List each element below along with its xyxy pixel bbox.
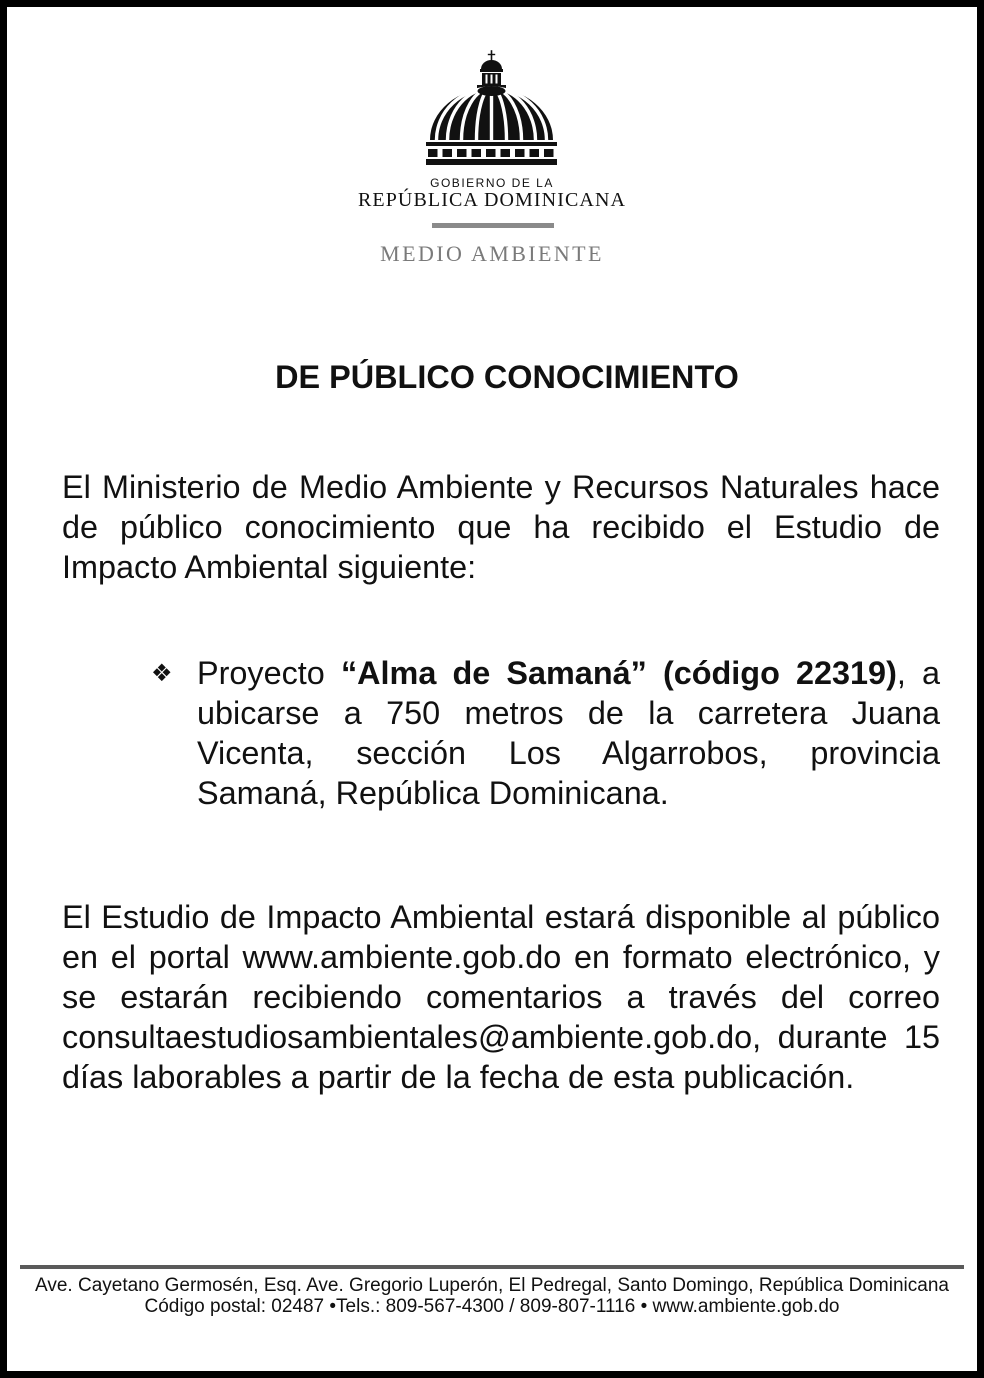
logo-ministry-line: MEDIO AMBIENTE [380,241,604,266]
logo-government-line: GOBIERNO DE LA [430,176,554,190]
logo-divider [432,223,554,228]
availability-line: días laborables a partir de la fecha de esta publicación. [62,1059,855,1095]
intro-line: El Ministerio de Medio Ambiente y Recursos Naturales hace [62,469,940,505]
availability-line: en el portal www.ambiente.gob.do en formato electrónico, y [62,939,940,975]
dome-cupola [430,86,553,140]
footer-divider [20,1265,964,1269]
availability-paragraph [62,897,940,1097]
footer-address: Ave. Cayetano Germosén, Esq. Ave. Gregorio Luperón, El Pedregal, Santo Domingo, República Dominicana [35,1275,949,1296]
project-suffix: , a [896,655,940,691]
project-name: “Alma de Samaná” (código 22319) [340,655,897,691]
project-prefix: Proyecto [197,655,341,691]
diamond-bullet-icon: ❖ [151,659,173,687]
capitol-dome-icon [420,50,564,170]
dome-finial [489,51,495,60]
availability-line: El Estudio de Impacto Ambiental estará disponible al público [62,899,940,935]
project-line: Samaná, República Dominicana. [197,775,669,811]
project-item [197,653,940,813]
availability-line: consultaestudiosambientales@ambiente.gob.do, durante 15 [62,1019,940,1055]
project-line: ubicarse a 750 metros de la carretera Juana [197,695,940,731]
availability-line: se estarán recibiendo comentarios a través del correo [62,979,940,1015]
project-line [197,653,940,693]
footer-contact: Código postal: 02487 •Tels.: 809-567-4300 / 809-807-1116 • www.ambiente.gob.do [144,1296,840,1317]
project-line: Vicenta, sección Los Algarrobos, provincia [197,735,940,771]
notice-title: DE PÚBLICO CONOCIMIENTO [275,359,739,395]
logo-country-line: REPÚBLICA DOMINICANA [357,189,627,211]
intro-paragraph [62,467,940,587]
intro-line: de público conocimiento que ha recibido el Estudio de [62,509,940,545]
intro-line: Impacto Ambiental siguiente: [62,549,477,585]
dome-drum [426,142,557,165]
dome-lantern [477,60,506,88]
